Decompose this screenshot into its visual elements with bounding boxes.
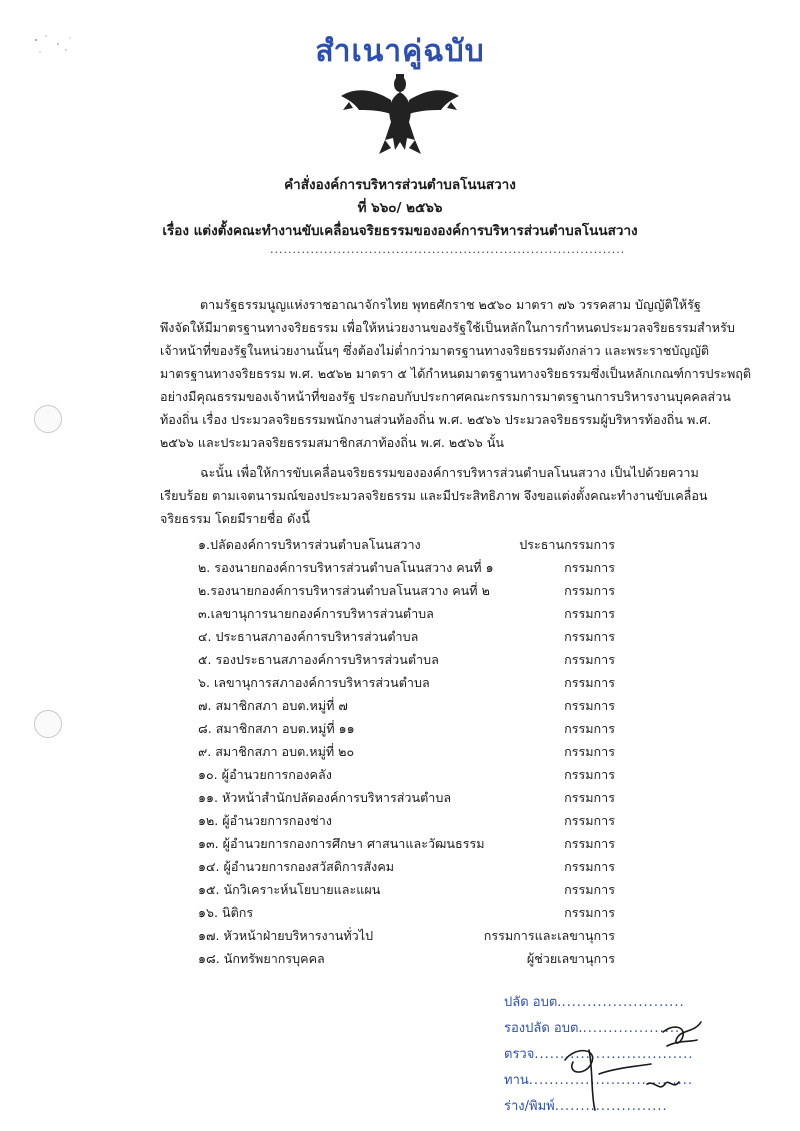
routing-label: ร่าง/พิมพ์ [504, 1099, 555, 1114]
member-role: กรรมการ [564, 606, 615, 621]
member-name: ๑๔. ผู้อำนวยการกองสวัสดิการสังคม [198, 859, 395, 874]
copy-stamp: สำเนาคู่ฉบับ [315, 34, 485, 69]
member-name: ๒.รองนายกองค์การบริหารส่วนตำบลโนนสวาง คนที่ ๒ [198, 583, 490, 598]
paragraph-line: ตามรัฐธรรมนูญแห่งราชอาณาจักรไทย พุทธศักราช ๒๕๖๐ มาตรา ๗๖ วรรคสาม บัญญัติให้รัฐ [200, 297, 701, 312]
member-name: ๓.เลขานุการนายกองค์การบริหารส่วนตำบล [198, 606, 434, 621]
member-name: ๑๖. นิติกร [198, 905, 254, 920]
garuda-emblem-icon [335, 70, 465, 160]
member-name: ๑๒. ผู้อำนวยการกองช่าง [198, 813, 332, 828]
member-name: ๙. สมาชิกสภา อบต.หมู่ที่ ๒๐ [198, 744, 355, 759]
member-role: ประธานกรรมการ [519, 537, 615, 552]
routing-label: ทาน [504, 1073, 529, 1088]
member-name: ๖. เลขานุการสภาองค์การบริหารส่วนตำบล [198, 675, 430, 690]
member-name: ๑๑. หัวหน้าสำนักปลัดองค์การบริหารส่วนตำบล [198, 790, 452, 805]
order-subject: เรื่อง แต่งตั้งคณะทำงานขับเคลื่อนจริยธรรมขององค์การบริหารส่วนตำบลโนนสวาง [162, 223, 638, 239]
paragraph-line: อย่างมีคุณธรรมของเจ้าหน้าที่ของรัฐ ประกอบกับประกาศคณะกรรมการมาตรฐานการบริหารงานบุคคลส่วน [160, 389, 731, 404]
member-name: ๗. สมาชิกสภา อบต.หมู่ที่ ๗ [198, 698, 348, 713]
member-name: ๘. สมาชิกสภา อบต.หมู่ที่ ๑๑ [198, 721, 355, 736]
routing-dots: ............................... [534, 1047, 694, 1062]
member-role: กรรมการ [564, 721, 615, 736]
routing-dots: ................................ [528, 1073, 693, 1088]
routing-dots: ...................... [554, 1099, 668, 1114]
member-role: กรรมการ [564, 836, 615, 851]
paragraph-line: ๒๕๖๖ และประมวลจริยธรรมสมาชิกสภาท้องถิ่น พ.ศ. ๒๕๖๖ นั้น [160, 435, 504, 450]
routing-dots: ........................ [561, 995, 685, 1010]
paragraph-line: ฉะนั้น เพื่อให้การขับเคลื่อนจริยธรรมขององค์การบริหารส่วนตำบลโนนสวาง เป็นไปด้วยความ [200, 465, 699, 480]
routing-label: ปลัด อบต. [504, 995, 562, 1010]
member-role: กรรมการ [564, 905, 615, 920]
binder-hole [34, 405, 62, 433]
routing-label: รองปลัด อบต. [504, 1021, 583, 1036]
paragraph-line: พึงจัดให้มีมาตรฐานทางจริยธรรม เพื่อให้หน่วยงานของรัฐใช้เป็นหลักในการกำหนดประมวลจริยธรรมสำหรับ [160, 320, 735, 335]
member-role: ผู้ช่วยเลขานุการ [526, 951, 615, 966]
member-name: ๕. รองประธานสภาองค์การบริหารส่วนตำบล [198, 652, 439, 667]
member-name: ๑๓. ผู้อำนวยการกองการศึกษา ศาสนาและวัฒนธรรม [198, 836, 485, 851]
paragraph-line: เจ้าหน้าที่ของรัฐในหน่วยงานนั้นๆ ซึ่งต้องไม่ต่ำกว่ามาตรฐานทางจริยธรรมดังกล่าว และพระราชบัญญัติ [160, 343, 710, 358]
order-number: ที่ ๖๖๐/ ๒๕๖๖ [357, 200, 443, 216]
member-role: กรรมการ [564, 767, 615, 782]
member-name: ๑๐. ผู้อำนวยการกองคลัง [198, 767, 332, 782]
member-name: ๑.ปลัดองค์การบริหารส่วนตำบลโนนสวาง [198, 537, 421, 552]
member-role: กรรมการ [564, 744, 615, 759]
member-role: กรรมการ [564, 790, 615, 805]
header-separator: ............................................................................... [270, 243, 626, 256]
member-role: กรรมการ [564, 675, 615, 690]
member-role: กรรมการและเลขานุการ [483, 928, 615, 943]
member-name: ๑๕. นักวิเคราะห์นโยบายและแผน [198, 882, 381, 897]
paragraph-line: จริยธรรม โดยมีรายชื่อ ดังนี้ [160, 511, 310, 526]
member-role: กรรมการ [564, 560, 615, 575]
member-name: ๑๘. นักทรัพยากรบุคคล [198, 951, 325, 966]
routing-label: ตรวจ [504, 1047, 535, 1062]
member-name: ๒. รองนายกองค์การบริหารส่วนตำบลโนนสวาง คนที่ ๑ [198, 560, 494, 575]
member-role: กรรมการ [564, 629, 615, 644]
member-role: กรรมการ [564, 859, 615, 874]
binder-hole [34, 710, 62, 738]
order-organization: คำสั่งองค์การบริหารส่วนตำบลโนนสวาง [284, 177, 516, 193]
paragraph-line: เรียบร้อย ตามเจตนารมณ์ของประมวลจริยธรรม และมีประสิทธิภาพ จึงขอแต่งตั้งคณะทำงานขับเคลื่อน [160, 488, 708, 503]
member-name: ๑๗. หัวหน้าฝ่ายบริหารงานทั่วไป [198, 928, 374, 943]
member-role: กรรมการ [564, 882, 615, 897]
routing-dots: ................... [582, 1021, 681, 1036]
member-role: กรรมการ [564, 583, 615, 598]
member-role: กรรมการ [564, 813, 615, 828]
paragraph-line: มาตรฐานทางจริยธรรม พ.ศ. ๒๕๖๒ มาตรา ๕ ได้กำหนดมาตรฐานทางจริยธรรมซึ่งเป็นหลักเกณฑ์การประพฤติ [160, 366, 752, 381]
handwritten-initials [555, 1010, 725, 1120]
member-name: ๔. ประธานสภาองค์การบริหารส่วนตำบล [198, 629, 419, 644]
member-role: กรรมการ [564, 698, 615, 713]
member-role: กรรมการ [564, 652, 615, 667]
paragraph-line: ท้องถิ่น เรื่อง ประมวลจริยธรรมพนักงานส่วนท้องถิ่น พ.ศ. ๒๕๖๖ ประมวลจริยธรรมผู้บริหารท้องถิ่น พ.ศ. [160, 412, 712, 427]
